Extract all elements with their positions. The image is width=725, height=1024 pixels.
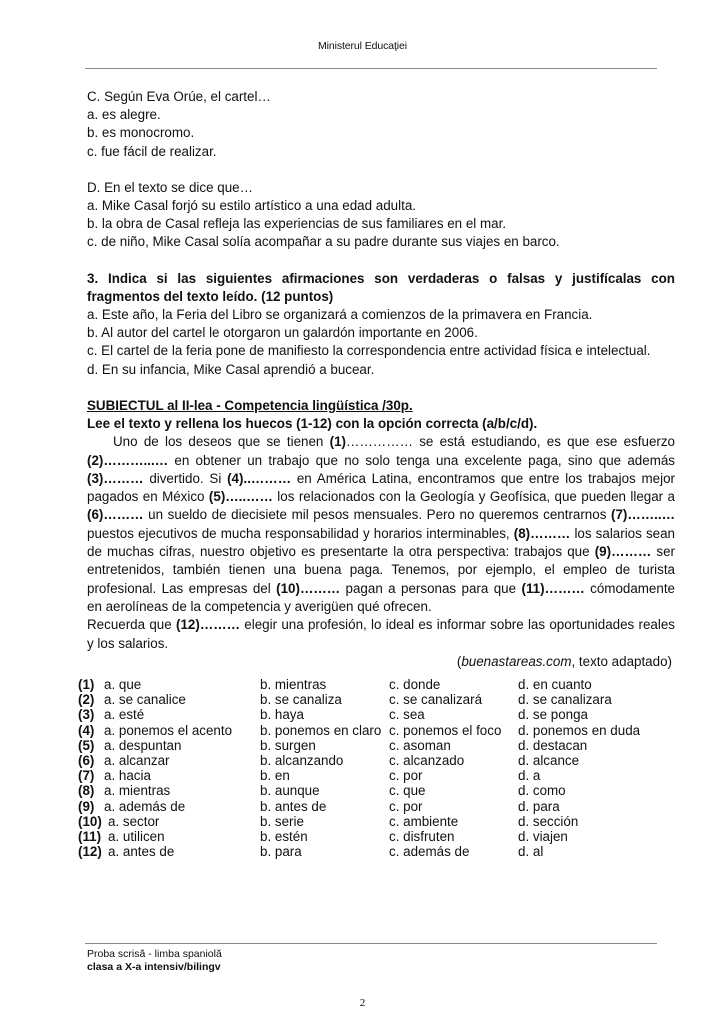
gap-7-label: (7) (611, 507, 628, 523)
passage-text: divertido. Si (143, 470, 228, 486)
header-divider (85, 68, 657, 69)
option-b: b. se canaliza (260, 692, 342, 708)
option-c: c. alcanzado (389, 752, 465, 768)
passage-text: los salarios sean de muchas cifras, nuestro objetivo es presentarte la otra perspectiva: trabajos que (87, 525, 675, 560)
passage-text: en América Latina, encontramos que entre los trabajos mejor pagados en México (87, 470, 675, 505)
option-b: b. mientras (260, 677, 327, 692)
options-table (78, 677, 678, 859)
option-b: b. antes de (260, 798, 327, 814)
question-d-option-b: b. la obra de Casal refleja las experiencias de sus familiares en el mar. (87, 216, 507, 232)
option-c: c. sea (389, 707, 425, 723)
exercise-3-statement-c: c. El cartel de la feria pone de manifiesto la correspondencia entre actividad física e intelectual. (87, 343, 651, 359)
option-b: b. estén (260, 828, 308, 844)
option-b: b. haya (260, 707, 304, 723)
gap-6-blank: ……… (103, 507, 144, 523)
option-a: a. además de (104, 798, 186, 814)
option-row-5 (78, 738, 678, 753)
exercise-3-statement-a: a. Este año, la Feria del Libro se organizará a comienzos de la primavera en Francia. (87, 307, 593, 323)
option-b: b. serie (260, 813, 304, 829)
question-d (87, 179, 675, 252)
question-d-option-a: a. Mike Casal forjó su estilo artístico a una edad adulta. (87, 198, 416, 214)
gap-4-blank: ..……… (243, 470, 292, 486)
question-d-option-c: c. de niño, Mike Casal solía acompañar a su padre durante sus viajes en barco. (87, 234, 560, 250)
option-number: (1) (78, 677, 95, 692)
gap-10-label: (10) (276, 580, 300, 596)
source-rest: , texto adaptado) (571, 653, 672, 669)
option-a: a. ponemos el acento (104, 722, 233, 738)
gap-8-label: (8) (513, 525, 531, 541)
option-c: c. ambiente (389, 813, 459, 829)
option-d: d. a (518, 768, 541, 784)
exercise-3-statement-b: b. Al autor del cartel le otorgaron un galardón importante en 2006. (87, 325, 478, 341)
option-c: c. además de (389, 844, 470, 860)
option-b: b. aunque (260, 783, 320, 799)
gap-10-blank: ……… (299, 580, 341, 596)
question-c-stem: C. Según Eva Orúe, el cartel… (87, 89, 271, 104)
option-row-6 (78, 753, 678, 768)
subject-2-title: SUBIECTUL al II-lea - Competencia lingüística /30p. (87, 397, 413, 413)
option-number: (4) (78, 722, 95, 738)
gap-5-blank: …..…… (225, 489, 273, 505)
option-number: (7) (78, 768, 95, 784)
option-a: a. alcanzar (104, 752, 170, 768)
passage-text: se está estudiando, es que ese esfuerzo (412, 434, 675, 450)
option-b: b. alcanzando (260, 752, 344, 768)
option-d: d. alcance (518, 752, 580, 768)
option-d: d. viajen (518, 828, 568, 844)
page-number: 2 (359, 997, 366, 1009)
subject-2-instruction: Lee el texto y rellena los huecos (1-12) con la opción correcta (a/b/c/d). (87, 416, 538, 432)
option-c: c. se canalizará (389, 692, 483, 708)
gap-12-label: (12) (175, 617, 200, 633)
source-citation (87, 653, 675, 671)
gap-7-blank: ……..… (627, 507, 675, 523)
option-c: c. que (389, 783, 426, 799)
footer-exam-name: Proba scrisă - limba spaniolă (87, 948, 222, 960)
option-number: (12) (78, 844, 102, 860)
gap-9-blank: ……… (611, 544, 652, 560)
option-a: a. se canalice (104, 692, 186, 708)
option-c: c. donde (389, 677, 441, 692)
footer-class-level: clasa a X-a intensiv/bilingv (87, 961, 221, 973)
option-a: a. hacia (104, 768, 151, 784)
passage-text: puestos ejecutivos de mucha responsabilidad y horarios interminables, (87, 525, 514, 541)
passage-text: los relacionados con la Geología y Geofísica, que pueden llegar a (272, 489, 675, 505)
passage-text: pagan a personas para que (340, 580, 522, 596)
option-b: b. ponemos en claro (260, 722, 382, 738)
option-number: (2) (78, 692, 95, 708)
gap-8-blank: ……… (530, 525, 571, 541)
exercise-3 (87, 270, 675, 379)
page-footer (87, 948, 222, 974)
option-a: a. esté (104, 707, 145, 723)
option-row-12 (78, 844, 678, 859)
question-c-option-a: a. es alegre. (87, 107, 161, 123)
gap-5-label: (5) (208, 489, 226, 505)
source-open: ( (456, 653, 462, 669)
question-c-option-b: b. es monocromo. (87, 125, 195, 141)
gap-2-label: (2) (87, 452, 104, 468)
option-b: b. surgen (260, 737, 316, 753)
exercise-3-title: 3. Indica si las siguientes afirmaciones son verdaderas o falsas y justifícalas con fragmentos del texto leído. (12 puntos) (87, 270, 675, 304)
option-a: a. utilicen (108, 828, 165, 844)
option-d: d. se ponga (518, 707, 588, 723)
option-number: (3) (78, 707, 95, 723)
option-c: c. asoman (389, 737, 451, 753)
passage-text: un sueldo de diecisiete mil pesos mensuales. Pero no queremos centrarnos (143, 507, 611, 523)
option-number: (6) (78, 752, 95, 768)
cloze-passage (87, 433, 675, 616)
option-number: (9) (78, 798, 95, 814)
option-a: a. mientras (104, 783, 171, 799)
question-d-stem: D. En el texto se dice que… (87, 179, 253, 195)
option-c: c. por (389, 798, 423, 814)
option-row-8 (78, 783, 678, 798)
option-b: b. para (260, 844, 302, 860)
gap-11-blank: ……… (544, 580, 585, 596)
option-c: c. por (389, 768, 423, 784)
option-number: (11) (78, 828, 102, 844)
option-d: d. destacan (518, 737, 588, 753)
option-c: c. disfruten (389, 828, 455, 844)
passage-text: Uno de los deseos que se tienen (113, 434, 330, 450)
subject-2 (87, 397, 675, 671)
gap-11-label: (11) (521, 580, 545, 596)
option-a: a. antes de (108, 844, 175, 860)
option-row-3 (78, 707, 678, 722)
option-d: d. como (518, 783, 566, 799)
option-row-11 (78, 829, 678, 844)
option-row-1 (78, 677, 678, 692)
gap-1-blank: …………… (346, 434, 413, 450)
option-a: a. despuntan (104, 737, 182, 753)
option-d: d. al (518, 844, 544, 860)
passage-text: en obtener un trabajo que no solo tenga una excelente paga, sino que además (168, 452, 675, 468)
gap-2-blank: ………...… (103, 452, 169, 468)
option-d: d. sección (518, 813, 579, 829)
question-c-option-c: c. fue fácil de realizar. (87, 143, 217, 159)
option-d: d. se canalizara (518, 692, 612, 708)
option-number: (5) (78, 737, 95, 753)
option-row-9 (78, 799, 678, 814)
passage-text: cómodamente en aerolíneas de la competencia y averigüen qué ofrecen. (87, 580, 675, 614)
option-d: d. para (518, 798, 560, 814)
option-row-7 (78, 768, 678, 783)
gap-1-label: (1) (329, 434, 347, 450)
option-row-4 (78, 723, 678, 738)
gap-12-blank: ……… (199, 617, 240, 633)
option-b: b. en (260, 768, 290, 784)
option-c: c. ponemos el foco (389, 722, 502, 738)
option-d: d. ponemos en duda (518, 722, 641, 738)
passage-text: Recuerda que (87, 617, 176, 633)
footer-divider (85, 943, 657, 944)
page-content (87, 88, 675, 671)
page-header: Ministerul Educaţiei (317, 40, 408, 52)
gap-9-label: (9) (594, 544, 612, 560)
option-a: a. sector (108, 813, 160, 829)
option-d: d. en cuanto (518, 677, 592, 692)
gap-6-label: (6) (87, 507, 104, 523)
passage-text: ser entretenidos, también tienen una buena paga. Tenemos, por ejemplo, el empleo de turista profesional. Las empresas del (87, 544, 676, 596)
source-site: buenastareas.com (461, 653, 572, 669)
option-number: (8) (78, 783, 95, 799)
option-row-10 (78, 814, 678, 829)
option-a: a. que (104, 677, 142, 692)
option-number: (10) (78, 813, 102, 829)
option-row-2 (78, 692, 678, 707)
gap-4-label: (4) (227, 470, 244, 486)
gap-3-blank: ……… (103, 470, 144, 486)
exercise-3-statement-d: d. En su infancia, Mike Casal aprendió a bucear. (87, 361, 375, 377)
question-c (87, 88, 675, 161)
passage-text: elegir una profesión, lo ideal es informar sobre las oportunidades reales y los salarios. (87, 617, 676, 651)
cloze-passage-closing (87, 616, 675, 653)
gap-3-label: (3) (87, 470, 104, 486)
